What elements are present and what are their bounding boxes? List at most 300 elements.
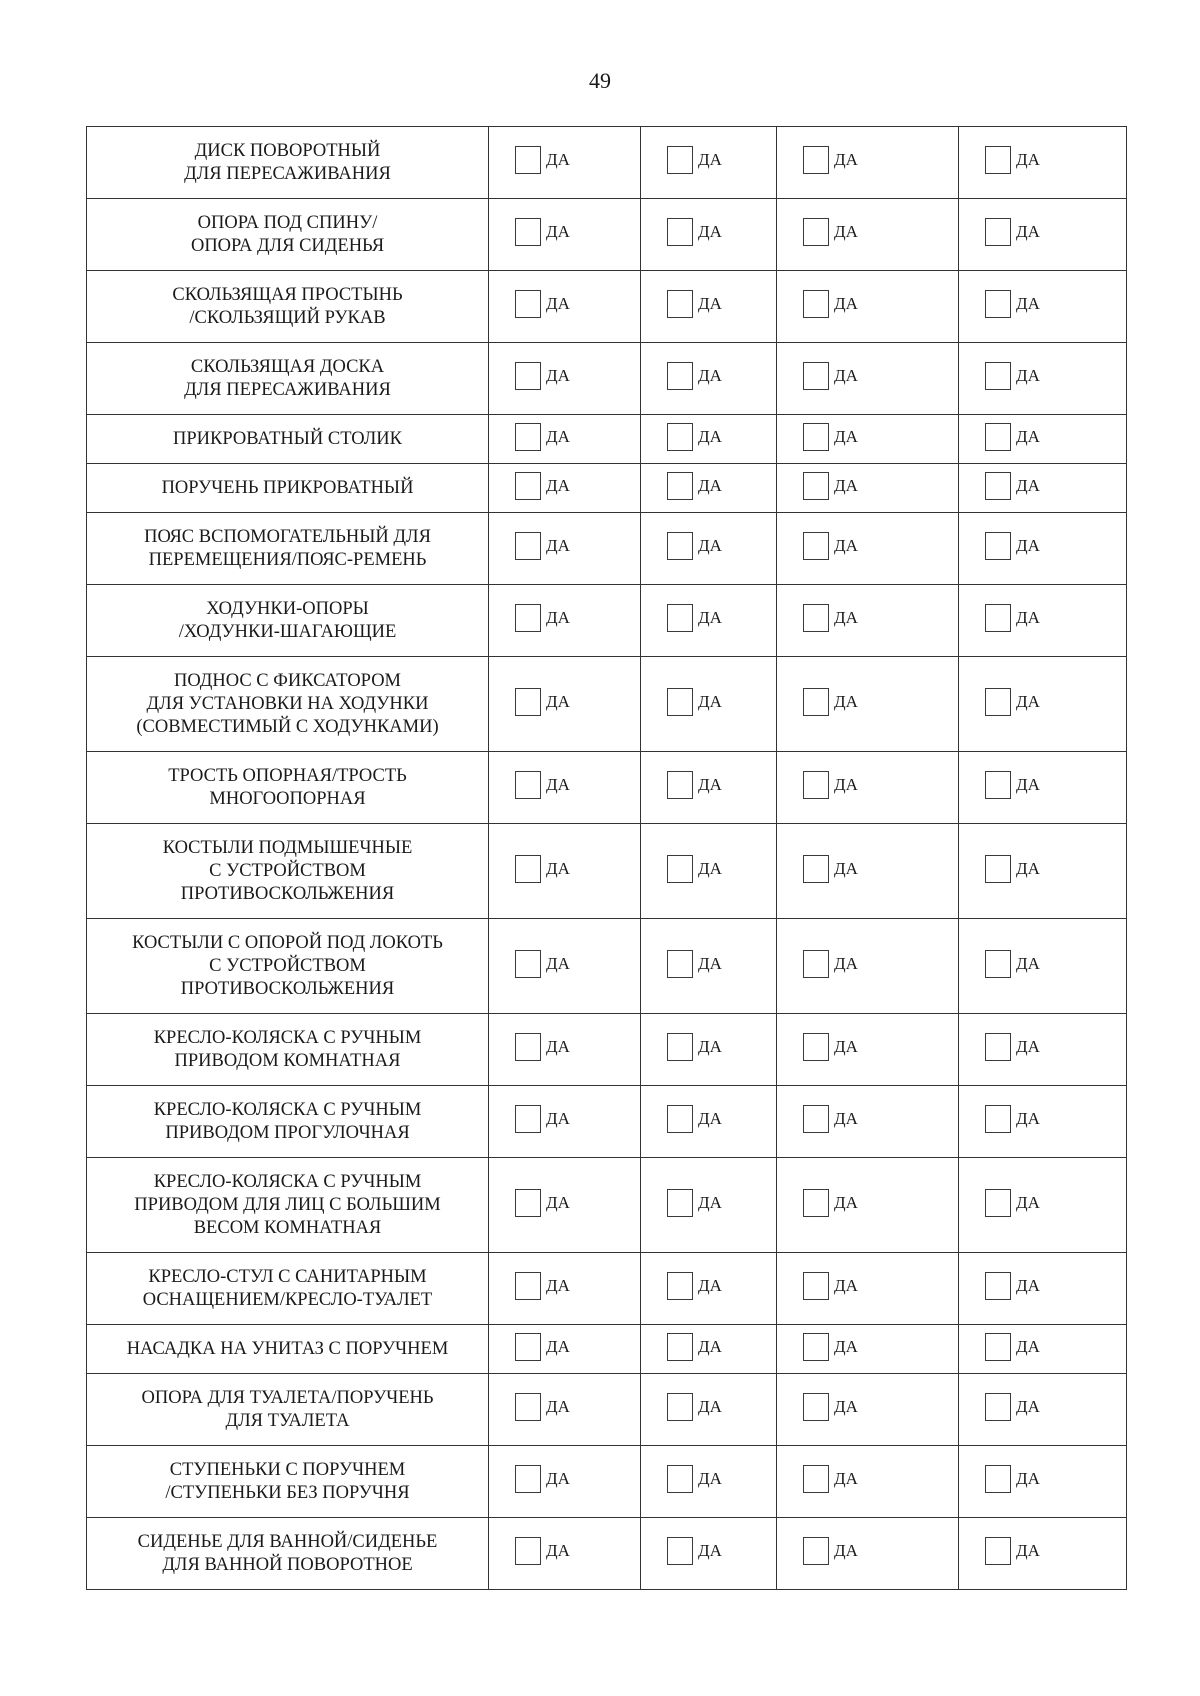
check-cell [959,1253,1127,1325]
yes-checkbox-option[interactable] [803,1393,858,1421]
yes-checkbox[interactable] [803,532,829,560]
table-row [87,343,1127,415]
yes-checkbox[interactable] [667,950,693,978]
yes-checkbox-option[interactable] [515,1537,570,1565]
check-cell [489,657,641,752]
yes-checkbox-option[interactable] [515,532,570,560]
yes-checkbox-label: ДА [834,366,858,385]
yes-checkbox-option[interactable] [667,146,722,174]
yes-checkbox[interactable] [667,146,693,174]
yes-checkbox-label: ДА [698,1276,722,1295]
yes-checkbox-label: ДА [834,691,858,711]
yes-checkbox-option[interactable] [985,950,1040,978]
yes-checkbox[interactable] [515,1272,541,1300]
yes-checkbox[interactable] [985,950,1011,978]
yes-checkbox-label: ДА [834,858,858,878]
yes-checkbox-option[interactable] [667,1272,722,1300]
yes-checkbox-label: ДА [546,475,570,495]
yes-checkbox-label: ДА [1016,536,1040,555]
yes-checkbox-option[interactable] [803,1465,858,1493]
yes-checkbox[interactable] [667,1189,693,1217]
yes-checkbox-label: ДА [834,1109,858,1128]
item-label-cell [87,1325,489,1374]
item-label-line: /СТУПЕНЬКИ БЕЗ ПОРУЧНЯ [165,1482,410,1503]
yes-checkbox-option[interactable] [985,146,1040,174]
item-label-line: ВЕСОМ КОМНАТНАЯ [193,1217,382,1238]
yes-checkbox-option[interactable] [515,1105,570,1133]
yes-checkbox-option[interactable] [667,604,722,632]
check-cell [489,752,641,824]
yes-checkbox[interactable] [803,1272,829,1300]
yes-checkbox[interactable] [667,290,693,318]
yes-checkbox-option[interactable] [667,771,722,799]
yes-checkbox-option[interactable] [515,423,570,451]
table-row [87,271,1127,343]
table-row [87,1325,1127,1374]
yes-checkbox-label: ДА [1016,953,1040,973]
table-row [87,1253,1127,1325]
yes-checkbox-label: ДА [698,1037,722,1056]
item-label-line: КРЕСЛО-КОЛЯСКА С РУЧНЫМ [153,1027,422,1048]
yes-checkbox[interactable] [667,1272,693,1300]
yes-checkbox-option[interactable] [515,1272,570,1300]
yes-checkbox-option[interactable] [803,855,858,883]
table-row [87,1158,1127,1253]
yes-checkbox-label: ДА [698,1397,722,1416]
yes-checkbox-option[interactable] [985,604,1040,632]
yes-checkbox-label: ДА [1016,858,1040,878]
yes-checkbox[interactable] [667,1333,693,1361]
yes-checkbox[interactable] [803,1189,829,1217]
yes-checkbox-option[interactable] [515,218,570,246]
yes-checkbox[interactable] [985,146,1011,174]
yes-checkbox-label: ДА [546,426,570,446]
yes-checkbox-option[interactable] [803,1189,858,1217]
item-label-line: КРЕСЛО-КОЛЯСКА С РУЧНЫМ [153,1099,422,1120]
yes-checkbox[interactable] [515,1537,541,1565]
item-label-line: ДЛЯ ПЕРЕСАЖИВАНИЯ [184,163,391,184]
item-label-cell [87,415,489,464]
yes-checkbox-option[interactable] [985,290,1040,318]
yes-checkbox[interactable] [803,1333,829,1361]
yes-checkbox-option[interactable] [515,855,570,883]
yes-checkbox-option[interactable] [803,604,858,632]
yes-checkbox-option[interactable] [667,1033,722,1061]
item-label-line: ОСНАЩЕНИЕМ/КРЕСЛО-ТУАЛЕТ [142,1289,433,1310]
table-row [87,415,1127,464]
yes-checkbox-option[interactable] [515,362,570,390]
yes-checkbox[interactable] [515,604,541,632]
yes-checkbox-label: ДА [1016,1541,1040,1560]
yes-checkbox-label: ДА [546,858,570,878]
yes-checkbox-label: ДА [1016,426,1040,446]
table-row [87,1446,1127,1518]
check-cell [777,1518,959,1590]
yes-checkbox-option[interactable] [515,1189,570,1217]
item-label-line: МНОГООПОРНАЯ [209,788,366,809]
yes-checkbox[interactable] [515,1333,541,1361]
yes-checkbox[interactable] [803,950,829,978]
check-cell [959,415,1127,464]
yes-checkbox-option[interactable] [803,1033,858,1061]
yes-checkbox-label: ДА [546,1109,570,1128]
yes-checkbox[interactable] [667,604,693,632]
yes-checkbox-option[interactable] [667,362,722,390]
check-cell [641,1374,777,1446]
yes-checkbox[interactable] [803,423,829,451]
check-cell [959,343,1127,415]
item-label-line: КРЕСЛО-КОЛЯСКА С РУЧНЫМ [153,1171,422,1192]
yes-checkbox-option[interactable] [985,1105,1040,1133]
yes-checkbox[interactable] [515,1393,541,1421]
check-cell [777,1325,959,1374]
item-label-line: ОПОРА ДЛЯ СИДЕНЬЯ [190,235,385,256]
yes-checkbox-label: ДА [546,1541,570,1560]
yes-checkbox[interactable] [515,218,541,246]
yes-checkbox[interactable] [985,604,1011,632]
yes-checkbox-label: ДА [834,1276,858,1295]
yes-checkbox-option[interactable] [803,146,858,174]
yes-checkbox[interactable] [985,1537,1011,1565]
yes-checkbox[interactable] [515,1189,541,1217]
yes-checkbox-option[interactable] [515,1333,570,1361]
yes-checkbox[interactable] [803,1537,829,1565]
yes-checkbox[interactable] [515,532,541,560]
yes-checkbox-label: ДА [1016,1192,1040,1212]
yes-checkbox-option[interactable] [985,362,1040,390]
yes-checkbox[interactable] [985,1272,1011,1300]
yes-checkbox[interactable] [803,1033,829,1061]
yes-checkbox[interactable] [985,290,1011,318]
item-label-line: ДЛЯ ТУАЛЕТА [225,1410,350,1431]
yes-checkbox[interactable] [667,1033,693,1061]
item-label-cell [87,824,489,919]
yes-checkbox[interactable] [515,362,541,390]
yes-checkbox-label: ДА [834,1192,858,1212]
yes-checkbox-option[interactable] [515,472,570,500]
yes-checkbox-label: ДА [546,1037,570,1056]
yes-checkbox[interactable] [515,1465,541,1493]
yes-checkbox-option[interactable] [667,1465,722,1493]
check-cell [959,752,1127,824]
yes-checkbox[interactable] [985,472,1011,500]
check-cell [777,343,959,415]
check-cell [959,1518,1127,1590]
yes-checkbox-option[interactable] [985,1465,1040,1493]
yes-checkbox-option[interactable] [803,423,858,451]
check-cell [641,824,777,919]
check-cell [777,752,959,824]
yes-checkbox-option[interactable] [515,146,570,174]
yes-checkbox-option[interactable] [515,1033,570,1061]
table-row [87,1014,1127,1086]
equipment-checklist-table [86,126,1127,1590]
yes-checkbox-option[interactable] [515,688,570,716]
check-cell [641,1446,777,1518]
check-cell [777,199,959,271]
yes-checkbox-option[interactable] [985,1393,1040,1421]
yes-checkbox-option[interactable] [667,1189,722,1217]
yes-checkbox-label: ДА [834,536,858,555]
yes-checkbox[interactable] [985,1333,1011,1361]
yes-checkbox[interactable] [667,218,693,246]
yes-checkbox-label: ДА [546,222,570,241]
yes-checkbox-label: ДА [1016,1276,1040,1295]
yes-checkbox[interactable] [803,362,829,390]
check-cell [641,657,777,752]
table-row [87,657,1127,752]
item-label-line: ДИСК ПОВОРОТНЫЙ [194,140,381,161]
yes-checkbox-option[interactable] [803,218,858,246]
yes-checkbox-label: ДА [834,1397,858,1416]
yes-checkbox-label: ДА [834,1541,858,1560]
check-cell [959,464,1127,513]
table-row [87,513,1127,585]
yes-checkbox[interactable] [667,855,693,883]
yes-checkbox-option[interactable] [985,472,1040,500]
check-cell [777,415,959,464]
yes-checkbox-option[interactable] [803,950,858,978]
yes-checkbox-option[interactable] [985,1272,1040,1300]
yes-checkbox-option[interactable] [985,855,1040,883]
yes-checkbox-label: ДА [1016,366,1040,385]
yes-checkbox[interactable] [803,290,829,318]
yes-checkbox[interactable] [985,771,1011,799]
yes-checkbox[interactable] [803,1105,829,1133]
yes-checkbox-option[interactable] [985,771,1040,799]
check-cell [777,513,959,585]
yes-checkbox[interactable] [985,362,1011,390]
yes-checkbox[interactable] [515,472,541,500]
yes-checkbox-option[interactable] [803,1105,858,1133]
yes-checkbox[interactable] [515,423,541,451]
yes-checkbox[interactable] [515,1033,541,1061]
item-label-line: СИДЕНЬЕ ДЛЯ ВАННОЙ/СИДЕНЬЕ [137,1531,438,1552]
yes-checkbox-label: ДА [546,608,570,627]
yes-checkbox-label: ДА [698,1469,722,1488]
yes-checkbox-label: ДА [546,366,570,385]
check-cell [489,585,641,657]
yes-checkbox-option[interactable] [803,1333,858,1361]
item-label-cell [87,1446,489,1518]
yes-checkbox-option[interactable] [985,1033,1040,1061]
check-cell [641,513,777,585]
yes-checkbox-option[interactable] [803,771,858,799]
yes-checkbox[interactable] [803,1465,829,1493]
yes-checkbox[interactable] [667,1393,693,1421]
check-cell [489,1325,641,1374]
item-label-cell [87,1253,489,1325]
yes-checkbox[interactable] [803,472,829,500]
yes-checkbox[interactable] [985,1393,1011,1421]
yes-checkbox[interactable] [667,532,693,560]
table-row [87,585,1127,657]
yes-checkbox-label: ДА [1016,691,1040,711]
yes-checkbox-option[interactable] [515,604,570,632]
yes-checkbox-option[interactable] [985,218,1040,246]
yes-checkbox[interactable] [667,771,693,799]
yes-checkbox[interactable] [803,1393,829,1421]
item-label-cell [87,1158,489,1253]
yes-checkbox-option[interactable] [985,1537,1040,1565]
item-label-cell [87,1518,489,1590]
yes-checkbox[interactable] [667,423,693,451]
yes-checkbox-option[interactable] [667,1537,722,1565]
check-cell [641,415,777,464]
item-label-cell [87,919,489,1014]
yes-checkbox[interactable] [803,218,829,246]
yes-checkbox-option[interactable] [667,855,722,883]
check-cell [489,1253,641,1325]
check-cell [959,1325,1127,1374]
yes-checkbox[interactable] [667,472,693,500]
yes-checkbox-label: ДА [1016,775,1040,794]
yes-checkbox[interactable] [985,1465,1011,1493]
yes-checkbox-option[interactable] [667,950,722,978]
yes-checkbox-label: ДА [546,1336,570,1356]
yes-checkbox-label: ДА [1016,1336,1040,1356]
yes-checkbox-option[interactable] [667,423,722,451]
check-cell [959,1446,1127,1518]
yes-checkbox-label: ДА [698,691,722,711]
yes-checkbox[interactable] [985,1189,1011,1217]
item-label-line: ДЛЯ УСТАНОВКИ НА ХОДУНКИ [146,693,429,714]
yes-checkbox-label: ДА [546,953,570,973]
check-cell [641,919,777,1014]
yes-checkbox-label: ДА [546,1192,570,1212]
yes-checkbox-option[interactable] [803,362,858,390]
check-cell [777,1374,959,1446]
yes-checkbox[interactable] [667,688,693,716]
yes-checkbox[interactable] [515,950,541,978]
check-cell [641,127,777,199]
yes-checkbox-option[interactable] [515,1465,570,1493]
check-cell [959,513,1127,585]
check-cell [641,752,777,824]
yes-checkbox[interactable] [803,688,829,716]
yes-checkbox[interactable] [985,1033,1011,1061]
yes-checkbox-option[interactable] [803,1537,858,1565]
yes-checkbox-label: ДА [1016,222,1040,241]
check-cell [489,824,641,919]
yes-checkbox-label: ДА [834,953,858,973]
yes-checkbox-option[interactable] [515,290,570,318]
item-label-cell [87,1086,489,1158]
check-cell [641,585,777,657]
yes-checkbox[interactable] [803,146,829,174]
yes-checkbox-option[interactable] [803,532,858,560]
check-cell [777,271,959,343]
check-cell [489,271,641,343]
table-body [87,127,1127,1590]
yes-checkbox[interactable] [667,362,693,390]
yes-checkbox-label: ДА [834,475,858,495]
yes-checkbox-label: ДА [1016,1397,1040,1416]
yes-checkbox[interactable] [985,532,1011,560]
check-cell [641,1518,777,1590]
yes-checkbox-label: ДА [834,608,858,627]
yes-checkbox[interactable] [515,290,541,318]
yes-checkbox-option[interactable] [515,771,570,799]
table-row [87,199,1127,271]
yes-checkbox-label: ДА [1016,294,1040,313]
yes-checkbox[interactable] [667,1537,693,1565]
yes-checkbox-label: ДА [546,1469,570,1488]
yes-checkbox[interactable] [803,604,829,632]
yes-checkbox-option[interactable] [667,1333,722,1361]
yes-checkbox-label: ДА [546,150,570,169]
yes-checkbox[interactable] [985,688,1011,716]
yes-checkbox-option[interactable] [515,1393,570,1421]
yes-checkbox-option[interactable] [985,423,1040,451]
yes-checkbox[interactable] [515,146,541,174]
yes-checkbox[interactable] [667,1105,693,1133]
yes-checkbox-label: ДА [546,691,570,711]
yes-checkbox-option[interactable] [985,688,1040,716]
yes-checkbox[interactable] [803,771,829,799]
yes-checkbox-option[interactable] [667,1105,722,1133]
yes-checkbox[interactable] [985,855,1011,883]
yes-checkbox-option[interactable] [985,532,1040,560]
yes-checkbox-label: ДА [698,608,722,627]
yes-checkbox-label: ДА [834,294,858,313]
item-label-line: СКОЛЬЗЯЩАЯ ПРОСТЫНЬ [172,284,403,305]
item-label-line: ПОРУЧЕНЬ ПРИКРОВАТНЫЙ [161,477,414,498]
yes-checkbox-option[interactable] [985,1333,1040,1361]
yes-checkbox-option[interactable] [667,472,722,500]
yes-checkbox-option[interactable] [985,1189,1040,1217]
yes-checkbox-option[interactable] [667,1393,722,1421]
check-cell [959,1158,1127,1253]
yes-checkbox-label: ДА [1016,1037,1040,1056]
item-label-cell [87,1374,489,1446]
yes-checkbox-option[interactable] [667,532,722,560]
yes-checkbox[interactable] [803,855,829,883]
item-label-line: ДЛЯ ВАННОЙ ПОВОРОТНОЕ [162,1554,413,1575]
yes-checkbox[interactable] [515,855,541,883]
yes-checkbox-option[interactable] [667,290,722,318]
yes-checkbox[interactable] [985,1105,1011,1133]
yes-checkbox[interactable] [515,771,541,799]
yes-checkbox-option[interactable] [803,290,858,318]
check-cell [489,464,641,513]
check-cell [489,1014,641,1086]
yes-checkbox-option[interactable] [515,950,570,978]
page-number: 49 [589,68,611,93]
check-cell [489,127,641,199]
yes-checkbox[interactable] [667,1465,693,1493]
yes-checkbox[interactable] [515,1105,541,1133]
yes-checkbox-label: ДА [834,775,858,794]
yes-checkbox-option[interactable] [667,688,722,716]
item-label-line: С УСТРОЙСТВОМ [209,860,366,881]
item-label-cell [87,585,489,657]
item-label-line: ПОДНОС С ФИКСАТОРОМ [173,670,402,691]
yes-checkbox[interactable] [515,688,541,716]
check-cell [489,1158,641,1253]
yes-checkbox[interactable] [985,423,1011,451]
yes-checkbox-option[interactable] [803,688,858,716]
check-cell [959,585,1127,657]
yes-checkbox[interactable] [985,218,1011,246]
yes-checkbox-label: ДА [698,1109,722,1128]
yes-checkbox-option[interactable] [803,1272,858,1300]
yes-checkbox-option[interactable] [803,472,858,500]
check-cell [489,1446,641,1518]
item-label-line: /СКОЛЬЗЯЩИЙ РУКАВ [189,307,386,328]
yes-checkbox-option[interactable] [667,218,722,246]
yes-checkbox-label: ДА [698,475,722,495]
